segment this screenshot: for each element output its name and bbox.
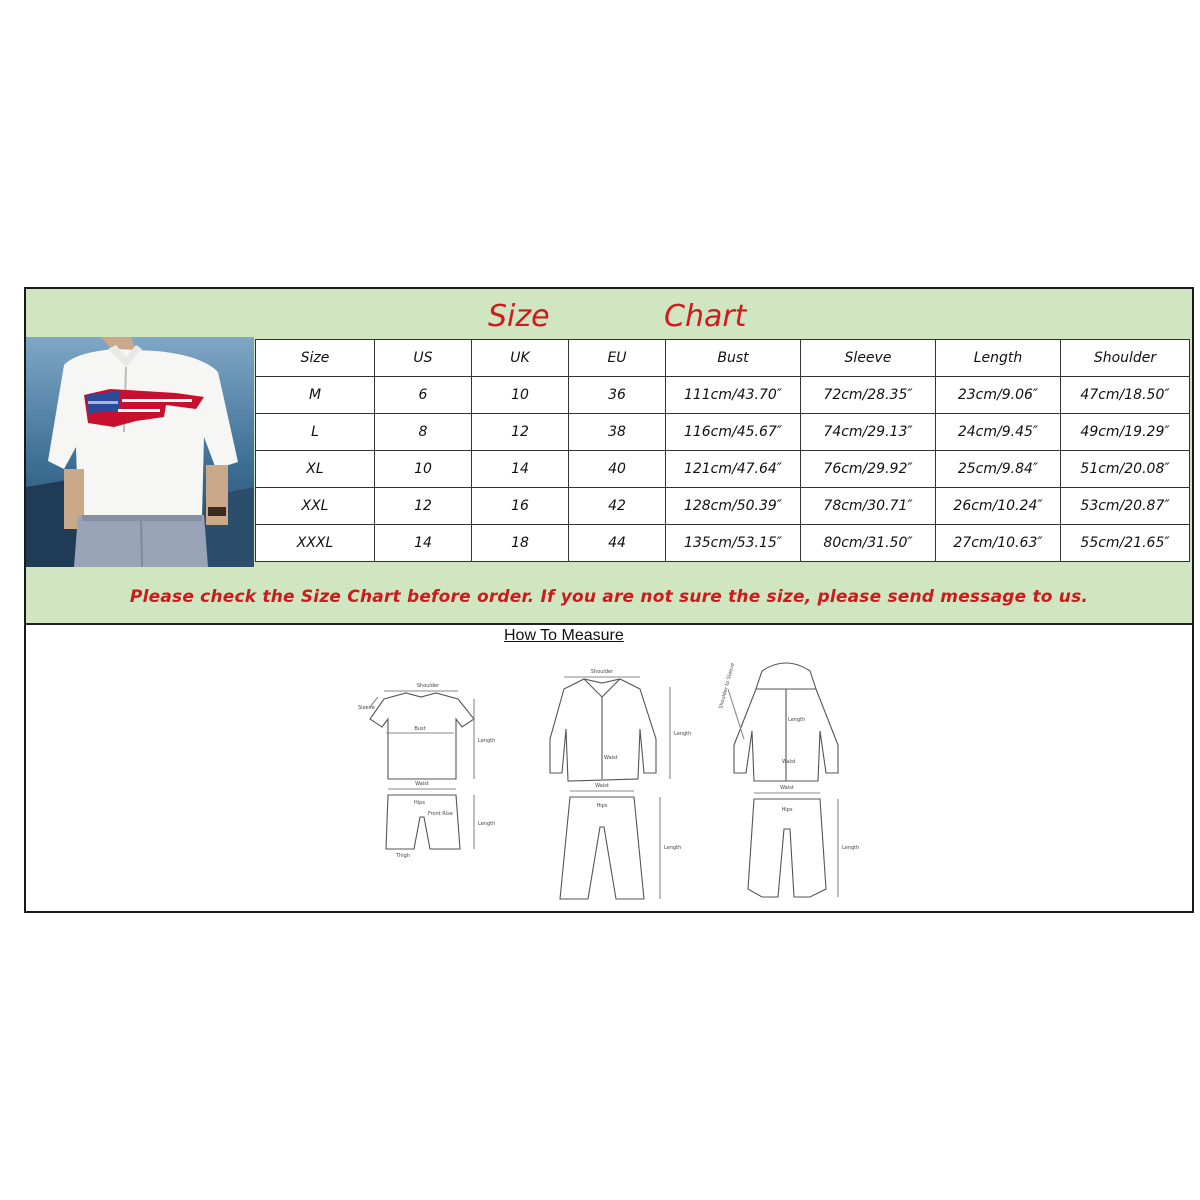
table-cell: 24cm/9.45″ [936, 414, 1061, 451]
table-cell: 116cm/45.67″ [666, 414, 801, 451]
label-pants-hips: Hips [596, 803, 608, 809]
table-header-cell: US [375, 340, 472, 377]
table-cell: 6 [375, 377, 472, 414]
table-cell: 74cm/29.13″ [801, 414, 936, 451]
label-shorts-thigh: Thigh [396, 853, 410, 859]
label-tshirt-length: Length [478, 738, 496, 744]
table-header-cell: Sleeve [801, 340, 936, 377]
size-chart-panel [26, 289, 1192, 625]
table-cell: 72cm/28.35″ [801, 377, 936, 414]
table-row [256, 525, 1190, 562]
table-cell: 25cm/9.84″ [936, 451, 1061, 488]
label-joggers-hips: Hips [781, 807, 793, 813]
table-cell: 128cm/50.39″ [666, 488, 801, 525]
table-cell: XXXL [256, 525, 375, 562]
pants-diagram [560, 791, 660, 899]
table-cell: 80cm/31.50″ [801, 525, 936, 562]
table-cell: 49cm/19.29″ [1061, 414, 1190, 451]
table-cell: M [256, 377, 375, 414]
label-shirt-shoulder: Shoulder [590, 669, 614, 675]
label-hoodie-length: Length [788, 717, 806, 723]
table-row [256, 451, 1190, 488]
table-cell: 44 [569, 525, 666, 562]
table-cell: 38 [569, 414, 666, 451]
label-shorts-waist: Waist [415, 781, 429, 787]
label-tshirt-bust: Bust [414, 726, 426, 732]
table-cell: 42 [569, 488, 666, 525]
table-cell: 78cm/30.71″ [801, 488, 936, 525]
table-header-cell: EU [569, 340, 666, 377]
table-header-cell: Shoulder [1061, 340, 1190, 377]
table-cell: 10 [375, 451, 472, 488]
title-word-chart: Chart [664, 299, 747, 334]
table-cell: 76cm/29.92″ [801, 451, 936, 488]
joggers-diagram [748, 793, 838, 897]
label-hoodie-waist: Waist [782, 759, 796, 765]
table-row [256, 414, 1190, 451]
size-table [255, 339, 1190, 562]
table-cell: 16 [472, 488, 569, 525]
label-pants-waist: Waist [595, 783, 609, 789]
table-cell: 27cm/10.63″ [936, 525, 1061, 562]
label-shorts-hips: Hips [414, 800, 425, 806]
label-shirt-waist: Waist [604, 755, 618, 761]
table-header-cell: Length [936, 340, 1061, 377]
label-tshirt-sleeve: Sleeve [358, 705, 375, 711]
table-cell: 55cm/21.65″ [1061, 525, 1190, 562]
table-cell: 26cm/10.24″ [936, 488, 1061, 525]
label-tshirt-shoulder: Shoulder [416, 683, 440, 689]
table-cell: 12 [472, 414, 569, 451]
tshirt-diagram [370, 691, 474, 779]
table-cell: 135cm/53.15″ [666, 525, 801, 562]
product-photo [26, 337, 254, 567]
title-word-size: Size [488, 299, 550, 334]
table-cell: 14 [375, 525, 472, 562]
table-cell: 36 [569, 377, 666, 414]
table-cell: XXL [256, 488, 375, 525]
table-cell: 111cm/43.70″ [666, 377, 801, 414]
label-shorts-front-rise: Front Rise [428, 811, 453, 817]
label-joggers-length: Length [842, 845, 860, 851]
table-cell: 10 [472, 377, 569, 414]
table-row [256, 488, 1190, 525]
table-cell: L [256, 414, 375, 451]
table-cell: 12 [375, 488, 472, 525]
order-note: Please check the Size Chart before order. If you are not sure the size, please send message to us. [129, 587, 1089, 607]
table-cell: 121cm/47.64″ [666, 451, 801, 488]
table-cell: 18 [472, 525, 569, 562]
measurement-diagrams [326, 649, 886, 909]
table-cell: 40 [569, 451, 666, 488]
table-header-cell: Bust [666, 340, 801, 377]
table-cell: 8 [375, 414, 472, 451]
shirt-diagram [550, 677, 670, 781]
table-header-row [256, 340, 1190, 377]
label-shirt-length: Length [674, 731, 692, 737]
table-row [256, 377, 1190, 414]
table-cell: 23cm/9.06″ [936, 377, 1061, 414]
how-to-measure-title: How To Measure [504, 627, 624, 644]
table-cell: 14 [472, 451, 569, 488]
table-cell: 47cm/18.50″ [1061, 377, 1190, 414]
table-cell: XL [256, 451, 375, 488]
size-chart-title [26, 299, 1192, 339]
table-cell: 51cm/20.08″ [1061, 451, 1190, 488]
label-joggers-waist: Waist [780, 785, 794, 791]
label-shorts-length: Length [478, 821, 496, 827]
size-chart-frame [24, 287, 1194, 913]
table-header-cell: Size [256, 340, 375, 377]
product-photo-illustration [26, 337, 254, 567]
shorts-diagram [386, 789, 474, 849]
table-cell: 53cm/20.87″ [1061, 488, 1190, 525]
label-hoodie-shoulder-to-sleeve: Shoulder to Sleeve [718, 662, 737, 710]
table-header-cell: UK [472, 340, 569, 377]
label-pants-length: Length [664, 845, 682, 851]
